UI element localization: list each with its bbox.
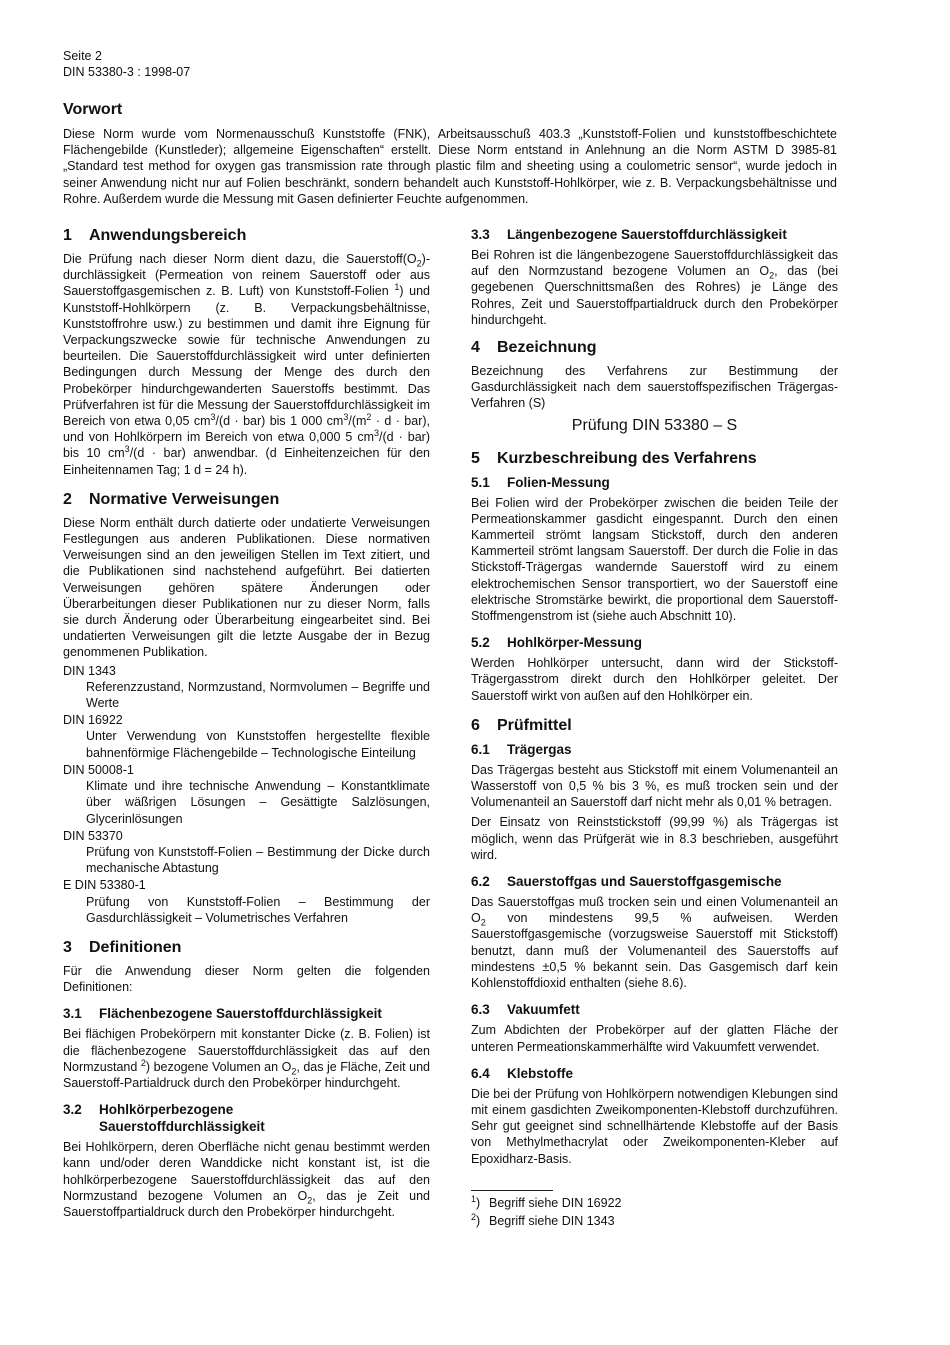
section-number: 6 xyxy=(471,716,480,734)
section-5-1-text: Bei Folien wird der Probekörper zwischen die beiden Teile der Permeationskammer gasdicht eingespannt. Durch den einen Kammerteil strömt langsam Stickstoff, durch den anderen Kammerteil strömt langsam Sauerstoff. Der durch die Folie in das Stickstoff-Trägergas wandernde Sauerstoff wird zu einem elektrochemischen Sensor transportiert, wo der Sauerstoff eine elektrische Stromstärke bewirkt, die proportional dem Sauerstoff-Stoffmengenstrom ist (siehe auch Abschnitt 10). xyxy=(471,495,838,624)
section-1-heading xyxy=(63,226,430,246)
document-id: DIN 53380-3 : 1998-07 xyxy=(63,65,191,79)
reference-item xyxy=(63,828,430,877)
subsection-title: Hohlkörper-Messung xyxy=(507,635,643,651)
page-header xyxy=(63,48,190,80)
reference-list xyxy=(63,663,430,926)
reference-code: DIN 53370 xyxy=(63,828,123,843)
subsection-title: Längenbezogene Sauerstoffdurchlässigkeit xyxy=(507,227,787,242)
section-3-2-heading xyxy=(63,1101,430,1135)
section-3-3-text: Bei Rohren ist die längenbezogene Sauerstoffdurchlässigkeit das auf den Normzustand bezogene Volumen an $O_2$, das (bei gegebenen Querschnittsmaßen des Rohres) je Länge des Rohres, Zeit und Sauerstoffpartialdruck durch den Probekörper hindurchgeht. xyxy=(471,248,839,327)
section-6-heading xyxy=(471,716,838,736)
section-6-4 xyxy=(471,1065,838,1167)
section-6-1-text-1: Das Trägergas besteht aus Stickstoff mit einem Volumenanteil an Wasserstoff von 0,5 % bis 3 %, es muß trocken sein und der Volumenanteil an Sauerstoff darf nicht mehr als 0,01 % betragen. xyxy=(471,762,838,810)
section-3-1 xyxy=(63,1005,430,1091)
subsection-number: 6.2 xyxy=(471,874,490,890)
footnote-ref: 1 xyxy=(394,282,400,293)
subsection-title: Vakuumfett xyxy=(507,1002,580,1018)
reference-title: Referenzzustand, Normzustand, Normvolumen – Begriffe und Werte xyxy=(86,679,430,711)
subsection-number: 3.3 xyxy=(471,227,490,242)
footnote-divider xyxy=(471,1190,553,1191)
section-4 xyxy=(471,338,838,437)
section-title: Prüfmittel xyxy=(497,716,572,734)
subsection-number: 6.1 xyxy=(471,741,490,757)
reference-code: E DIN 53380-1 xyxy=(63,878,146,893)
subsection-number: 6.4 xyxy=(471,1065,490,1081)
section-6-4-text: Die bei der Prüfung von Hohlkörpern notwendigen Klebungen sind mit einem gasdichten Zweikomponenten-Klebstoff durchzuführen. Sehr gut geeignet sind schnellhärtende Klebstoffe auf der Basis von Methylmethacrylat oder Zweikomponenten-Kleber auf Epoxidharz-Basis. xyxy=(471,1086,838,1166)
subsection-title: Folien-Messung xyxy=(507,474,610,490)
reference-item xyxy=(63,712,430,761)
subsection-title: Flächenbezogene Sauerstoffdurchlässigkeit xyxy=(99,1006,382,1022)
section-6-4-heading xyxy=(471,1065,838,1082)
reference-code: DIN 50008-1 xyxy=(63,762,134,777)
section-6-3-text: Zum Abdichten der Probekörper auf der glatten Fläche der unteren Permeationskammerhälfte wird Vakuumfett verwendet. xyxy=(471,1023,838,1054)
reference-title: Unter Verwendung von Kunststoffen hergestellte flexible bahnenförmige Flächengebilde – Technologische Einteilung xyxy=(86,729,430,760)
footnote-ref: 2 xyxy=(140,1057,146,1068)
section-2-text: Diese Norm enthält durch datierte oder undatierte Verweisungen Festlegungen aus anderen Publikationen. Diese normativen Verweisungen sind an den jeweiligen Stellen im Text zitiert, und die Publikationen sind nachstehend aufgeführt. Bei datierten Verweisungen gehören spätere Änderungen oder Überarbeitungen dieser Publikationen nur zu dieser Norm, falls sie durch Änderung oder Überarbeitung eingearbeitet sind. Bei undatierten Verweisungen gilt die letzte Ausgabe der in Bezug genommenen Publikation. xyxy=(63,515,430,660)
section-6-3 xyxy=(471,1001,838,1054)
reference-item xyxy=(63,663,430,712)
footnote-item: $^1$) Begriff siehe DIN 16922 xyxy=(471,1193,622,1210)
subsection-number: 3.2 xyxy=(63,1102,82,1118)
designation: Prüfung DIN 53380 – S xyxy=(571,416,738,434)
section-3-heading xyxy=(63,938,430,958)
subsection-number: 5.1 xyxy=(471,474,490,490)
subsection-title: Hohlkörperbezogene Sauerstoffdurchlässigkeit xyxy=(99,1102,265,1135)
left-column xyxy=(63,226,430,1232)
section-6-3-heading xyxy=(471,1001,838,1018)
subsection-title: Trägergas xyxy=(507,741,572,757)
reference-title: Klimate und ihre technische Anwendung – Konstantklimate über wäßrigen Lösungen – Gesättigte Salzlösungen, Glycerinlösungen xyxy=(86,779,430,826)
section-1 xyxy=(63,226,430,478)
section-number: 1 xyxy=(63,227,72,244)
section-1-text: Die Prüfung nach dieser Norm dient dazu, die $Sauerstoff(O_2)$-durchlässigkeit (Permeation von reinem Sauerstoff oder aus Sauerstoffgasgemischen z. B. Luft) von Kunststoff-Folien $^1$) und Kunststoff-Hohlkörpern (z. B. Verpackungsbehältnisse, Kunststoffrohre usw.) zu bestimmen und damit ihre Eignung für Verpackungszwecke sowie für technische Anwendungen zu beurteilen. Die Sauerstoffdurchlässigkeit wird unter definierten Bedingungen durch Messung der Menge des durch den Probekörper hindurchgewanderten Sauerstoffs bestimmt. Das Prüfverfahren ist für die Messung der Sauerstoffdurchlässigkeit im Bereich von etwa 0,05 $cm^3/(d \cdot bar)$ bis 1 000 $cm^3/(m^2 \cdot d \cdot bar)$, und von Hohlkörpern im Bereich von etwa 0,000 5 $cm^3/(d \cdot bar)$ bis 10 $cm^3/(d \cdot bar)$ anwendbar. (d Einheitenzeichen für den Einheitennamen Tag; 1 d = 24 h). xyxy=(63,252,431,477)
subsection-number: 5.2 xyxy=(471,635,490,651)
section-2-heading xyxy=(63,490,430,510)
section-5-2 xyxy=(471,634,838,704)
right-column xyxy=(471,226,838,1179)
footnote-item: $^2$) Begriff siehe DIN 1343 xyxy=(471,1211,615,1228)
section-title: Definitionen xyxy=(89,938,182,956)
section-title: Anwendungsbereich xyxy=(89,227,247,244)
reference-code: DIN 1343 xyxy=(63,663,116,678)
section-5-1 xyxy=(471,474,838,625)
section-number: 4 xyxy=(471,339,480,357)
subsection-title: Sauerstoffgas und Sauerstoffgasgemische xyxy=(507,874,782,890)
section-6 xyxy=(471,716,838,1167)
subsection-number: 6.3 xyxy=(471,1002,490,1018)
section-3-1-text: Bei flächigen Probekörpern mit konstanter Dicke (z. B. Folien) ist die flächenbezogene Sauerstoffdurchlässigkeit das auf den Normzustand $^2$) bezogene Volumen an $O_2$, das je Fläche, Zeit und Sauerstoff-Partialdruck durch den Probekörper hindurchgeht. xyxy=(63,1027,430,1090)
section-3-2 xyxy=(63,1101,430,1220)
reference-item xyxy=(63,877,430,926)
section-number: 3 xyxy=(63,938,72,956)
page-number: Seite 2 xyxy=(63,49,102,63)
section-3-1-heading xyxy=(63,1005,430,1022)
section-3 xyxy=(63,938,430,1220)
reference-title: Prüfung von Kunststoff-Folien – Bestimmung der Dicke durch mechanische Abtastung xyxy=(86,844,430,876)
section-3-3-heading xyxy=(471,226,838,243)
section-5-heading xyxy=(471,449,838,469)
section-3-2-text: Bei Hohlkörpern, deren Oberfläche nicht genau bestimmt werden kann und/oder deren Wanddicke nicht konstant ist, ist die hohlkörperbezogene Sauerstoffdurchlässigkeit das auf den Normzustand bezogene Volumen an $O_2$, das je Zeit und Sauerstoffpartialdruck durch den Probekörper hindurchgeht. xyxy=(63,1140,430,1219)
reference-item xyxy=(63,762,430,827)
section-4-text: Bezeichnung des Verfahrens zur Bestimmung der Gasdurchlässigkeit nach dem sauerstoffspezifischen Trägergas-Verfahren (S) xyxy=(471,364,838,411)
section-6-1-text-2: Der Einsatz von Reinststickstoff (99,99 %) als Trägergas ist möglich, wenn das Prüfgerät wie in 8.3 beschrieben, ausgeführt wird. xyxy=(471,815,838,862)
foreword-title: Vorwort xyxy=(63,101,123,118)
section-6-1 xyxy=(471,741,838,863)
section-6-2-text: Das Sauerstoffgas muß trocken sein und einen Volumenanteil an $O_2$ von mindestens 99,5 % aufweisen. Werden Sauerstoffgasgemische (vorzugsweise Sauerstoff mit Stickstoff) benutzt, dann muß der Volumenanteil des Sauerstoffs auf mindestens ±0,5 % bekannt sein. Das Gasgemisch darf kein Kohlenstoffdioxid enthalten (siehe 8.6). xyxy=(471,895,838,991)
footnotes xyxy=(471,1190,838,1230)
section-6-1-heading xyxy=(471,741,838,758)
section-6-2 xyxy=(471,873,838,991)
section-6-2-heading xyxy=(471,873,838,890)
foreword-text: Diese Norm wurde vom Normenausschuß Kunststoffe (FNK), Arbeitsausschuß 403.3 „Kunststoff-Folien und kunststoffbeschichtete Flächengebilde (Kunstleder); allgemeine Eigenschaften“ erstellt. Diese Norm entstand in Anlehnung an die Norm ASTM D 3985-81 „Standard test method for oxygen gas transmission rate through plastic film and sheeting using a coulometric sensor“, wurde jedoch in seiner Anwendung nicht nur auf Folien beschränkt, sondern behandelt auch Kunststoff-Hohlkörper, wie z. B. Verpackungsbehältnisse und Rohre. Außerdem wurde die Messung mit Gasen definierter Feuchte aufgenommen. xyxy=(63,127,837,206)
reference-title: Prüfung von Kunststoff-Folien – Bestimmung der Gasdurchlässigkeit – Volumetrisches Verfahren xyxy=(86,894,430,925)
section-5-2-heading xyxy=(471,634,838,651)
section-3-3 xyxy=(471,226,838,328)
reference-code: DIN 16922 xyxy=(63,713,123,728)
section-number: 5 xyxy=(471,449,480,467)
section-title: Kurzbeschreibung des Verfahrens xyxy=(497,449,757,467)
section-5-2-text: Werden Hohlkörper untersucht, dann wird der Stickstoff-Trägergasstrom direkt durch den Hohlkörper geleitet. Der Sauerstoff wirkt von außen auf den Hohlkörper ein. xyxy=(471,656,838,703)
section-5-1-heading xyxy=(471,474,838,491)
section-title: Bezeichnung xyxy=(497,339,597,357)
foreword xyxy=(63,100,837,207)
section-title: Normative Verweisungen xyxy=(89,490,280,508)
section-5 xyxy=(471,449,838,704)
section-number: 2 xyxy=(63,490,72,508)
subsection-number: 3.1 xyxy=(63,1006,82,1022)
section-2 xyxy=(63,490,430,926)
subsection-title: Klebstoffe xyxy=(507,1065,574,1081)
section-3-text: Für die Anwendung dieser Norm gelten die folgenden Definitionen: xyxy=(63,963,430,995)
section-4-heading xyxy=(471,338,838,358)
